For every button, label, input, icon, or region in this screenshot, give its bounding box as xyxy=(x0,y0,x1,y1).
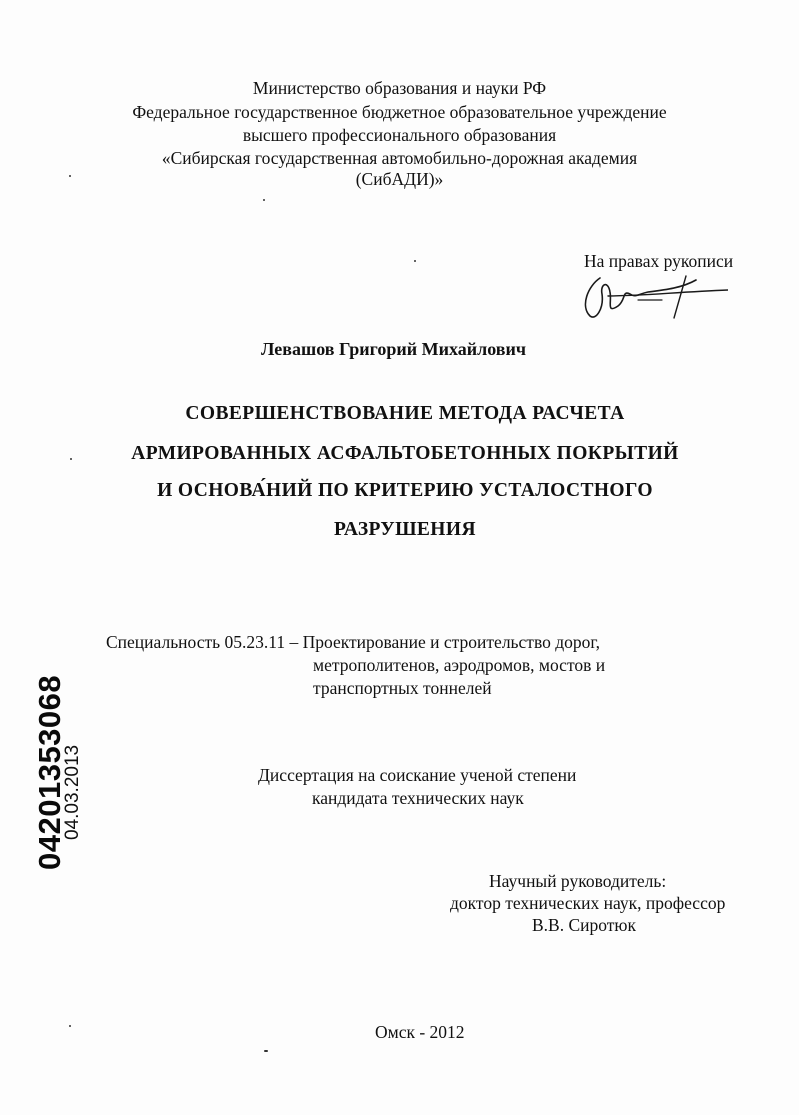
academy-name-line: «Сибирская государственная автомобильно-дорожная академия xyxy=(161,148,638,168)
specialty-line: Специальность 05.23.11 – Проектирование и строительство дорог, xyxy=(106,632,600,652)
supervisor-label: Научный руководитель: xyxy=(489,871,667,891)
degree-line-2: кандидата технических наук xyxy=(312,788,524,808)
supervisor-title: доктор технических наук, профессор xyxy=(450,893,726,913)
author-name: Левашов Григорий Михайлович xyxy=(261,339,527,359)
supervisor-name: В.В. Сиротюк xyxy=(532,915,637,935)
specialty-continuation-1: метрополитенов, аэродромов, мостов и xyxy=(313,655,606,675)
scan-speck xyxy=(414,260,416,262)
title-line-2: АРМИРОВАННЫХ АСФАЛЬТОБЕТОННЫХ ПОКРЫТИЙ xyxy=(131,443,679,464)
rights-note: На правах рукописи xyxy=(584,251,734,271)
registration-date: 04.03.2013 xyxy=(62,744,83,841)
scan-speck xyxy=(69,175,71,177)
title-line-4: РАЗРУШЕНИЯ xyxy=(334,519,476,540)
specialty-continuation-2: транспортных тоннелей xyxy=(313,678,492,698)
degree-line-1: Диссертация на соискание ученой степени xyxy=(258,765,577,785)
academy-abbrev-line: (СибАДИ)» xyxy=(355,169,444,189)
institution-type-line: Федеральное государственное бюджетное образовательное учреждение xyxy=(132,102,667,122)
place-year: Омск - 2012 xyxy=(375,1022,465,1042)
scan-speck xyxy=(264,1050,268,1052)
title-line-1: СОВЕРШЕНСТВОВАНИЕ МЕТОДА РАСЧЕТА xyxy=(185,403,625,424)
signature-image xyxy=(578,272,728,322)
institution-level-line: высшего профессионального образования xyxy=(242,125,557,145)
scan-speck xyxy=(70,458,72,460)
scan-speck xyxy=(69,1025,71,1027)
registration-number: 04201353068 xyxy=(32,674,67,871)
title-line-3: И ОСНОВА́НИЙ ПО КРИТЕРИЮ УСТАЛОСТНОГО xyxy=(157,480,653,501)
scan-speck xyxy=(263,199,265,201)
ministry-line: Министерство образования и науки РФ xyxy=(252,78,547,98)
